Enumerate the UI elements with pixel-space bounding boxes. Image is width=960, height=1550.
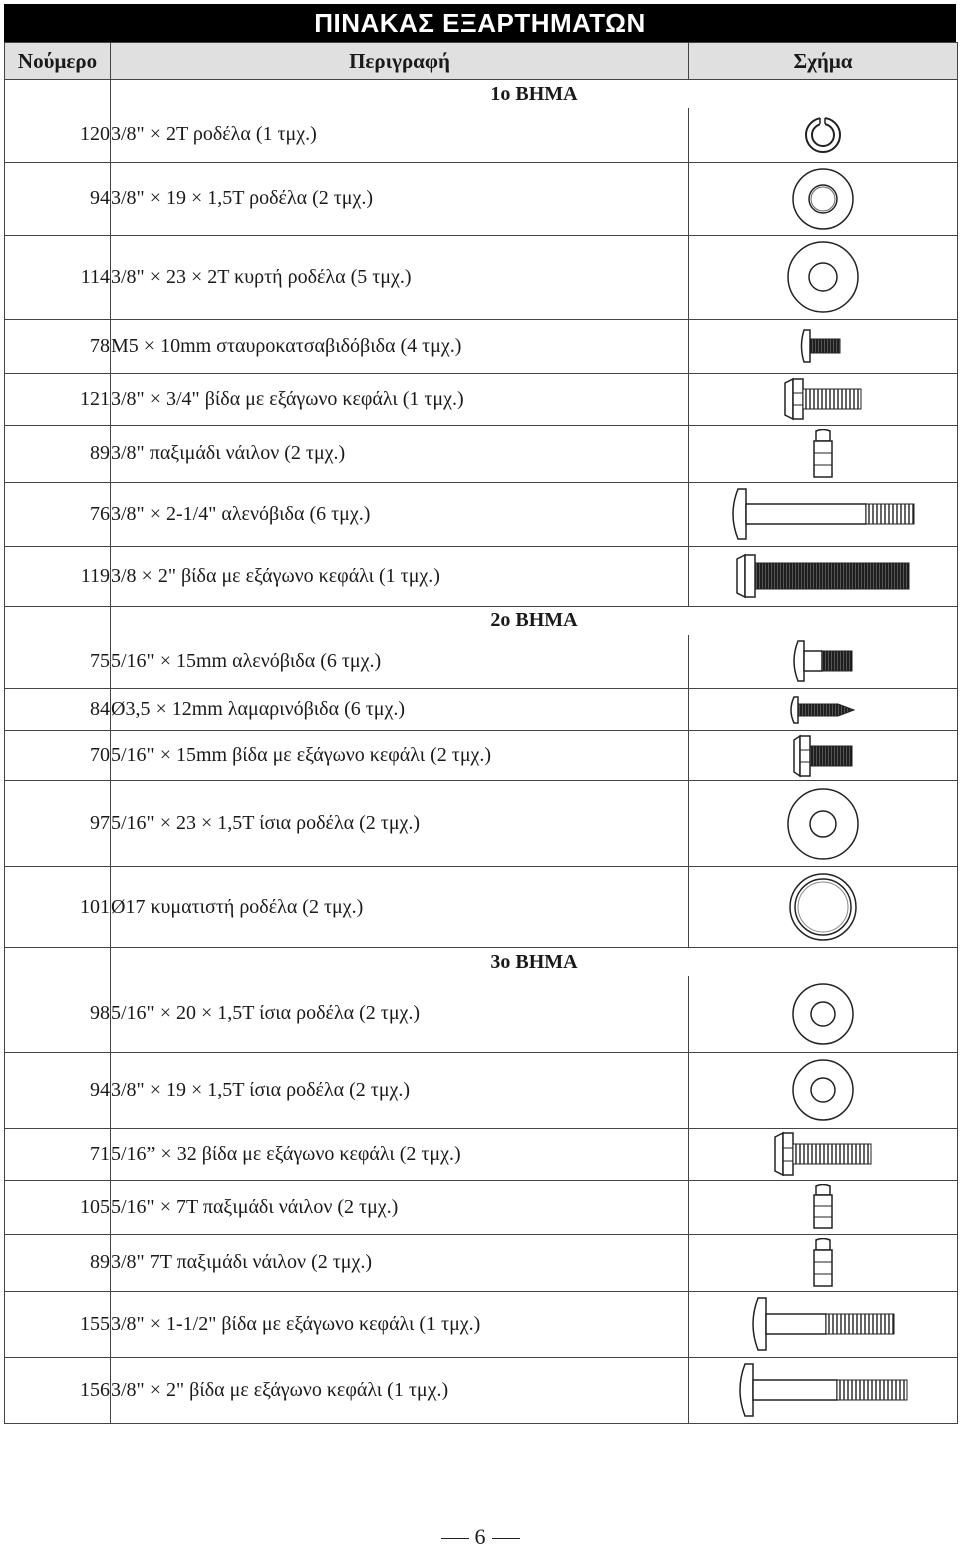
allen-bolt-icon bbox=[689, 1362, 957, 1418]
part-number: 155 bbox=[5, 1291, 111, 1357]
column-header-number: Νούμερο bbox=[5, 43, 111, 80]
table-row bbox=[5, 1291, 958, 1357]
part-description: 5/16" × 23 × 1,5T ίσια ροδέλα (2 τμχ.) bbox=[111, 781, 689, 867]
page-number-rule bbox=[492, 1538, 520, 1539]
part-description: 3/8 × 2" βίδα με εξάγωνο κεφάλι (1 τμχ.) bbox=[111, 546, 689, 606]
part-description: Ø3,5 × 12mm λαμαρινόβιδα (6 τμχ.) bbox=[111, 689, 689, 731]
part-description: 3/8" × 23 × 2T κυρτή ροδέλα (5 τμχ.) bbox=[111, 235, 689, 319]
part-number: 98 bbox=[5, 976, 111, 1052]
flat-washer-icon bbox=[689, 166, 957, 232]
table-row bbox=[5, 689, 958, 731]
step-header-row bbox=[5, 80, 958, 109]
hex-bolt-icon bbox=[689, 377, 957, 421]
part-description: 3/8" × 1-1/2" βίδα με εξάγωνο κεφάλι (1 τμχ.) bbox=[111, 1291, 689, 1357]
nylon-nut-icon bbox=[689, 429, 957, 479]
step-2-label: 2ο ΒΗΜΑ bbox=[111, 606, 958, 635]
part-number: 89 bbox=[5, 1234, 111, 1291]
part-description: 3/8" × 3/4" βίδα με εξάγωνο κεφάλι (1 τμχ.) bbox=[111, 373, 689, 425]
table-row bbox=[5, 482, 958, 546]
sheet-metal-screw-icon bbox=[689, 695, 957, 725]
step-header-row bbox=[5, 948, 958, 977]
part-description: 5/16" × 20 × 1,5T ίσια ροδέλα (2 τμχ.) bbox=[111, 976, 689, 1052]
column-header-shape: Σχήμα bbox=[689, 43, 958, 80]
part-description: 5/16" × 7T παξιμάδι νάιλον (2 τμχ.) bbox=[111, 1180, 689, 1234]
part-number: 114 bbox=[5, 235, 111, 319]
part-description: Ø17 κυματιστή ροδέλα (2 τμχ.) bbox=[111, 867, 689, 948]
table-row bbox=[5, 635, 958, 689]
part-description: 5/16” × 32 βίδα με εξάγωνο κεφάλι (2 τμχ.) bbox=[111, 1128, 689, 1180]
table-row bbox=[5, 781, 958, 867]
short-hex-bolt-icon bbox=[689, 734, 957, 778]
hex-bolt-icon bbox=[689, 1131, 957, 1177]
flat-washer-icon bbox=[689, 981, 957, 1047]
page-number-text: 6 bbox=[474, 1524, 486, 1549]
page-number-rule bbox=[441, 1538, 469, 1539]
allen-bolt-icon bbox=[689, 487, 957, 541]
part-description: 3/8" × 19 × 1,5T ροδέλα (2 τμχ.) bbox=[111, 162, 689, 235]
part-description: M5 × 10mm σταυροκατσαβιδόβιδα (4 τμχ.) bbox=[111, 319, 689, 373]
short-allen-bolt-icon bbox=[689, 639, 957, 683]
part-number: 70 bbox=[5, 731, 111, 781]
part-number: 156 bbox=[5, 1357, 111, 1423]
table-row bbox=[5, 976, 958, 1052]
table-row bbox=[5, 1234, 958, 1291]
table-row bbox=[5, 1128, 958, 1180]
column-header-description: Περιγραφή bbox=[111, 43, 689, 80]
part-description: 5/16" × 15mm βίδα με εξάγωνο κεφάλι (2 τμχ.) bbox=[111, 731, 689, 781]
part-number: 94 bbox=[5, 162, 111, 235]
step-header-row bbox=[5, 606, 958, 635]
part-number: 94 bbox=[5, 1052, 111, 1128]
curved-washer-icon bbox=[689, 239, 957, 315]
wave-washer-icon bbox=[689, 871, 957, 943]
long-hex-bolt-icon bbox=[689, 553, 957, 599]
part-description: 3/8" παξιμάδι νάιλον (2 τμχ.) bbox=[111, 425, 689, 482]
part-number: 76 bbox=[5, 482, 111, 546]
table-row bbox=[5, 1357, 958, 1423]
table-row bbox=[5, 319, 958, 373]
part-description: 3/8" × 2" βίδα με εξάγωνο κεφάλι (1 τμχ.) bbox=[111, 1357, 689, 1423]
table-header-row bbox=[5, 43, 958, 80]
page-title: ΠΙΝΑΚΑΣ ΕΞΑΡΤΗΜΑΤΩΝ bbox=[4, 4, 956, 42]
part-number: 97 bbox=[5, 781, 111, 867]
nylon-nut-icon bbox=[689, 1238, 957, 1288]
part-number: 119 bbox=[5, 546, 111, 606]
part-description: 3/8" × 19 × 1,5T ίσια ροδέλα (2 τμχ.) bbox=[111, 1052, 689, 1128]
page-number bbox=[0, 1524, 960, 1550]
allen-bolt-icon bbox=[689, 1296, 957, 1352]
part-number: 78 bbox=[5, 319, 111, 373]
table-row bbox=[5, 162, 958, 235]
step-3-label: 3ο ΒΗΜΑ bbox=[111, 948, 958, 977]
table-row bbox=[5, 425, 958, 482]
table-row bbox=[5, 867, 958, 948]
flat-washer-icon bbox=[689, 786, 957, 862]
part-number: 101 bbox=[5, 867, 111, 948]
part-number: 120 bbox=[5, 108, 111, 162]
parts-table bbox=[4, 42, 958, 1424]
part-number: 75 bbox=[5, 635, 111, 689]
part-number: 71 bbox=[5, 1128, 111, 1180]
split-lock-washer-icon bbox=[689, 115, 957, 155]
nylon-nut-icon bbox=[689, 1184, 957, 1230]
table-row bbox=[5, 546, 958, 606]
part-description: 3/8" 7T παξιμάδι νάιλον (2 τμχ.) bbox=[111, 1234, 689, 1291]
flat-washer-icon bbox=[689, 1057, 957, 1123]
phillips-screw-icon bbox=[689, 326, 957, 366]
part-description: 5/16" × 15mm αλενόβιδα (6 τμχ.) bbox=[111, 635, 689, 689]
part-number: 89 bbox=[5, 425, 111, 482]
part-description: 3/8" × 2T ροδέλα (1 τμχ.) bbox=[111, 108, 689, 162]
table-row bbox=[5, 235, 958, 319]
part-number: 105 bbox=[5, 1180, 111, 1234]
table-row bbox=[5, 1052, 958, 1128]
part-description: 3/8" × 2-1/4" αλενόβιδα (6 τμχ.) bbox=[111, 482, 689, 546]
part-number: 121 bbox=[5, 373, 111, 425]
table-row bbox=[5, 1180, 958, 1234]
table-row bbox=[5, 108, 958, 162]
part-number: 84 bbox=[5, 689, 111, 731]
table-row bbox=[5, 373, 958, 425]
step-1-label: 1ο ΒΗΜΑ bbox=[111, 80, 958, 109]
table-row bbox=[5, 731, 958, 781]
